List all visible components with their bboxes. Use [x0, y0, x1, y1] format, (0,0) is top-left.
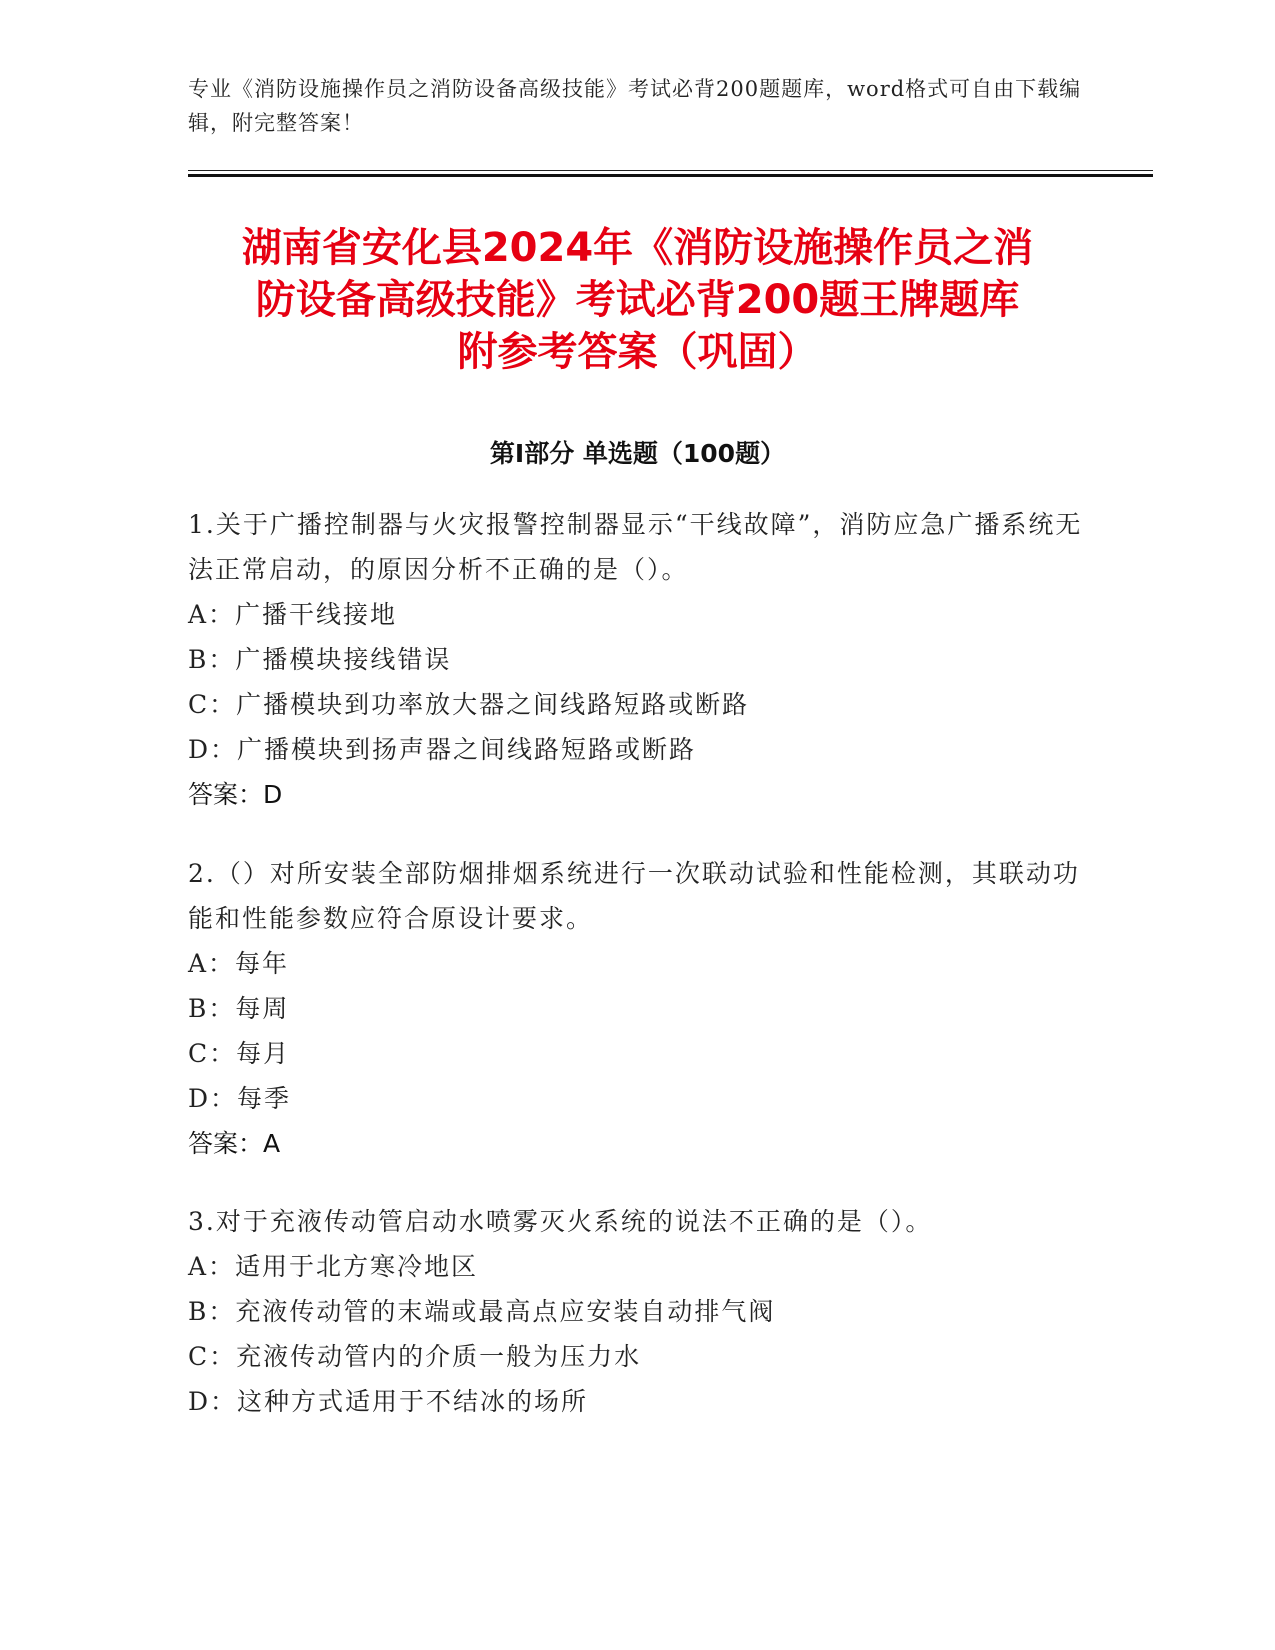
option-c: C：每月 — [188, 1039, 291, 1068]
answer: 答案：D — [188, 780, 283, 809]
option-a: A：适用于北方寒冷地区 — [188, 1252, 479, 1281]
header-divider-thin — [188, 170, 1153, 171]
option-b: B：充液传动管的末端或最高点应安装自动排气阀 — [188, 1297, 776, 1326]
header-divider-thick — [188, 174, 1153, 177]
option-d: D：广播模块到扬声器之间线路短路或断路 — [188, 735, 697, 764]
document-title — [150, 222, 1125, 378]
question-stem: 3.对于充液传动管启动水喷雾灭火系统的说法不正确的是（）。 — [188, 1207, 933, 1236]
section-heading: 第Ⅰ部分 单选题（100题） — [489, 439, 786, 468]
option-b: B：每周 — [188, 994, 290, 1023]
document-title-line-1: 湖南省安化县2024年《消防设施操作员之消 — [241, 225, 1034, 271]
option-a: A：广播干线接地 — [188, 600, 398, 629]
answer: 答案：A — [188, 1129, 281, 1158]
question-1 — [188, 502, 1088, 817]
option-c: C：广播模块到功率放大器之间线路短路或断路 — [188, 690, 750, 719]
question-stem: 2.（）对所安装全部防烟排烟系统进行一次联动试验和性能检测，其联动功能和性能参数应符合原设计要求。 — [188, 859, 1080, 933]
document-title-line-2: 防设备高级技能》考试必背200题王牌题库 — [255, 277, 1020, 323]
question-2 — [188, 851, 1088, 1166]
option-d: D：这种方式适用于不结冰的场所 — [188, 1387, 589, 1416]
option-a: A：每年 — [188, 949, 290, 978]
header-note: 专业《消防设施操作员之消防设备高级技能》考试必背200题题库，word格式可自由下载编辑，附完整答案！ — [188, 77, 1082, 135]
option-b: B：广播模块接线错误 — [188, 645, 452, 674]
question-3 — [188, 1199, 1088, 1424]
question-stem: 1.关于广播控制器与火灾报警控制器显示“干线故障”，消防应急广播系统无法正常启动，的原因分析不正确的是（）。 — [188, 510, 1083, 584]
option-d: D：每季 — [188, 1084, 292, 1113]
document-title-line-3: 附参考答案（巩固） — [457, 329, 818, 375]
option-c: C：充液传动管内的介质一般为压力水 — [188, 1342, 642, 1371]
